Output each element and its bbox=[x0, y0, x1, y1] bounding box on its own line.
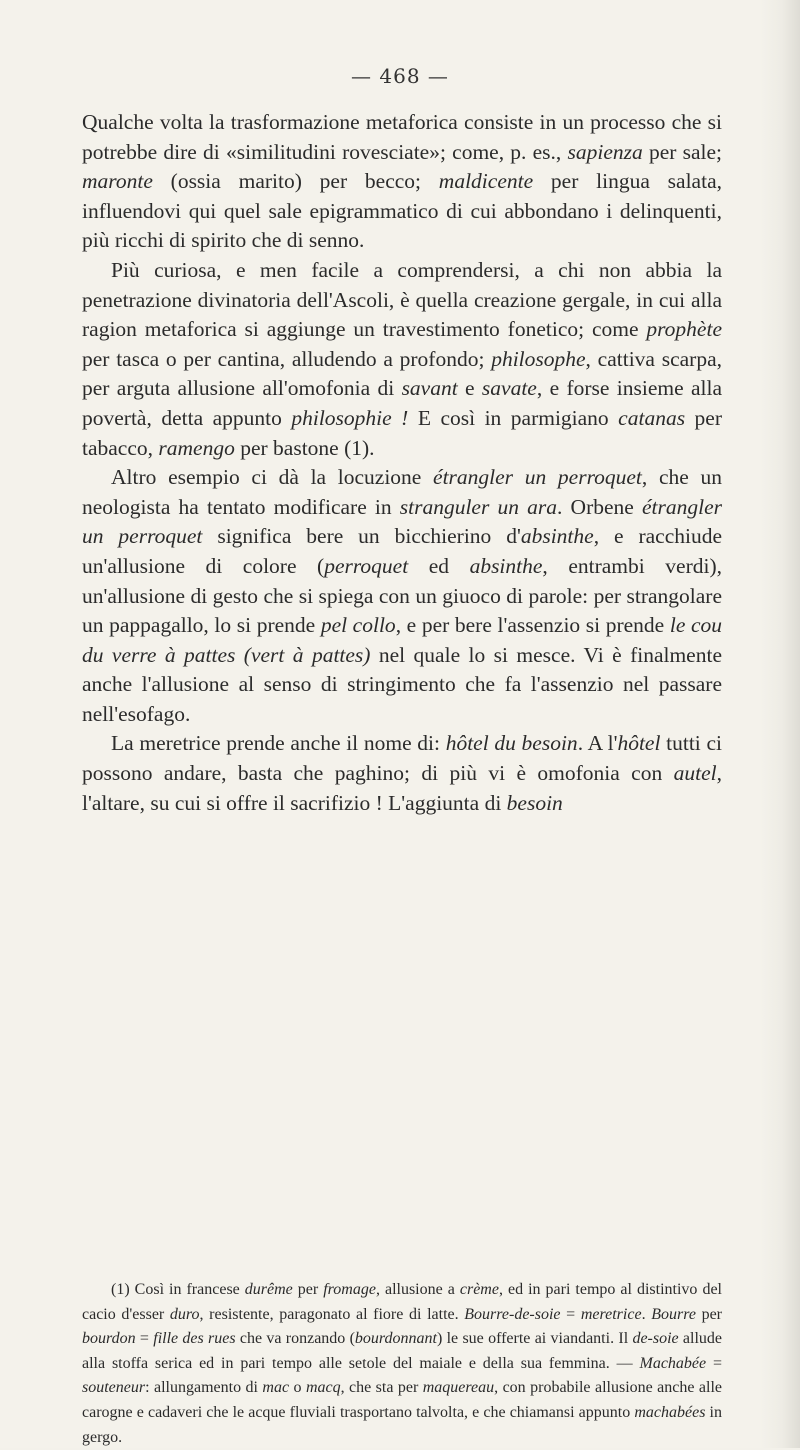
italic-term: besoin bbox=[506, 790, 563, 815]
paragraph bbox=[82, 108, 722, 256]
text-run: , l'altare, su cui si offre il sacrifizio ! L'aggiunta di bbox=[82, 761, 722, 815]
italic-term: savant bbox=[401, 376, 458, 401]
italic-term: maronte bbox=[82, 169, 153, 194]
text-run: allude alla stoffa serica ed in pari tempo alle setole del maiale e della sua femmina. — bbox=[82, 1330, 723, 1372]
italic-term: stranguler un ara bbox=[399, 494, 558, 519]
text-run: in gergo. bbox=[82, 1403, 722, 1446]
text-run: per bbox=[292, 1281, 324, 1298]
italic-term: hôtel du besoin bbox=[445, 731, 578, 756]
text-run: nel quale lo si mesce. Vi è finalmente anche l'allusione al senso di stringimento che fa l'assenzio nel passare nell'esofago. bbox=[82, 642, 722, 726]
paragraph bbox=[82, 463, 722, 729]
text-run: ed bbox=[408, 553, 470, 578]
italic-term: philosophie ! bbox=[291, 405, 409, 430]
text-run: , e racchiude un'allusione di colore ( bbox=[82, 524, 722, 578]
text-run: (1) Così in francese bbox=[111, 1281, 245, 1298]
italic-term: Bourre bbox=[651, 1305, 696, 1323]
italic-term: étrangler un perroquet bbox=[433, 465, 642, 490]
italic-term: macq bbox=[305, 1379, 341, 1397]
page-number: — 468 — bbox=[351, 64, 449, 88]
italic-term: de-soie bbox=[632, 1330, 679, 1348]
italic-term: le cou du verre à pattes (vert à pattes) bbox=[82, 613, 723, 667]
text-run: , entrambi verdi), un'allusione di gesto che si spiega con un giuoco di parole: per strangolare un pappagallo, lo si prende bbox=[82, 553, 722, 638]
italic-term: machabées bbox=[634, 1403, 706, 1421]
main-text bbox=[82, 108, 722, 818]
text-run: , e forse insieme alla povertà, detta appunto bbox=[82, 376, 722, 430]
italic-term: sapienza bbox=[567, 139, 643, 164]
italic-term: savate bbox=[481, 376, 537, 401]
text-run: che va ronzando ( bbox=[235, 1330, 355, 1348]
text-run: per tabacco, bbox=[82, 405, 722, 460]
text-run: per bastone (1). bbox=[234, 435, 375, 460]
text-run: o bbox=[289, 1379, 306, 1397]
italic-term: étrangler un perroquet bbox=[82, 494, 722, 549]
italic-term: crème bbox=[459, 1281, 499, 1298]
italic-term: fille des rues bbox=[153, 1330, 236, 1348]
text-run: ) le sue offerte ai viandanti. Il bbox=[437, 1330, 633, 1348]
text-run: E così in parmigiano bbox=[408, 405, 619, 430]
italic-term: fromage bbox=[323, 1281, 376, 1298]
text-run: , che sta per bbox=[340, 1379, 423, 1397]
text-run: significa bere un bicchierino d' bbox=[202, 524, 521, 549]
italic-term: maquereau bbox=[422, 1379, 495, 1397]
italic-term: Machabée bbox=[639, 1354, 707, 1372]
text-run: : allungamento di bbox=[145, 1379, 263, 1397]
footnote bbox=[82, 1278, 722, 1450]
text-run: e bbox=[457, 376, 482, 401]
italic-term: perroquet bbox=[324, 553, 409, 578]
italic-term: mac bbox=[262, 1379, 290, 1397]
text-run: , resistente, paragonato al fiore di latte. bbox=[199, 1305, 465, 1323]
text-run: . Orbene bbox=[557, 494, 642, 519]
text-run: , con probabile allusione anche alle carogne e cadaveri che le acque fluviali trasportano talvolta, e che chiamansi appunto bbox=[82, 1379, 723, 1421]
text-run: La meretrice prende anche il nome di: bbox=[111, 731, 446, 756]
italic-term: pel collo bbox=[320, 613, 396, 638]
italic-term: bourdon bbox=[82, 1330, 136, 1348]
text-run: tutti ci possono andare, basta che paghino; di più vi è omofonia con bbox=[82, 731, 722, 786]
text-run: = bbox=[135, 1330, 154, 1348]
text-run: Più curiosa, e men facile a comprendersi, a chi non abbia la penetrazione divinatoria dell'Ascoli, è quella creazione gergale, in cui alla ragion metaforica si aggiunge un travestimento fonetico; come bbox=[82, 257, 722, 342]
italic-term: durême bbox=[244, 1281, 293, 1298]
text-run: . A l' bbox=[577, 731, 618, 756]
footnotes bbox=[82, 1278, 722, 1450]
italic-term: Bourre-de-soie bbox=[464, 1305, 561, 1323]
italic-term: souteneur bbox=[82, 1379, 146, 1397]
text-run: = bbox=[706, 1354, 722, 1372]
italic-term: bourdonnant bbox=[354, 1330, 437, 1348]
text-run: (ossia marito) per becco; bbox=[152, 169, 439, 194]
text-run: per sale; bbox=[642, 139, 722, 164]
italic-term: autel bbox=[673, 761, 717, 786]
text-run: , ed in pari tempo al distintivo del cacio d'esser bbox=[82, 1281, 722, 1323]
italic-term: absinthe bbox=[469, 553, 543, 578]
text-run: per bbox=[695, 1305, 723, 1323]
italic-term: duro bbox=[169, 1305, 200, 1323]
text-run: , che un neologista ha tentato modificare in bbox=[82, 465, 722, 519]
text-run: , cattiva scarpa, per arguta allusione all'omofonia di bbox=[82, 346, 722, 401]
text-run: per lingua salata, influendovi qui quel sale epigrammatico di cui abbondano i delinquenti, più ricchi di spirito che di senno. bbox=[82, 169, 722, 253]
italic-term: absinthe bbox=[520, 524, 594, 549]
text-run: per tasca o per cantina, alludendo a profondo; bbox=[82, 346, 492, 371]
text-run: , allusione a bbox=[375, 1281, 460, 1298]
paragraph bbox=[82, 729, 722, 818]
paragraph bbox=[82, 256, 722, 463]
text-run: , e per bere l'assenzio si prende bbox=[395, 613, 670, 638]
italic-term: philosophe bbox=[491, 346, 586, 371]
italic-term: prophète bbox=[646, 317, 722, 342]
text-run: Qualche volta la trasformazione metaforica consiste in un processo che si potrebbe dire di «similitudini rovesciate»; come, p. es., bbox=[82, 110, 722, 164]
text-run: Altro esempio ci dà la locuzione bbox=[111, 465, 434, 490]
italic-term: maldicente bbox=[438, 169, 534, 194]
text-run: = bbox=[560, 1305, 581, 1323]
italic-term: hôtel bbox=[617, 731, 661, 756]
italic-term: ramengo bbox=[158, 435, 235, 460]
text-run: . bbox=[641, 1305, 652, 1323]
italic-term: catanas bbox=[618, 405, 686, 430]
italic-term: meretrice bbox=[580, 1305, 642, 1323]
